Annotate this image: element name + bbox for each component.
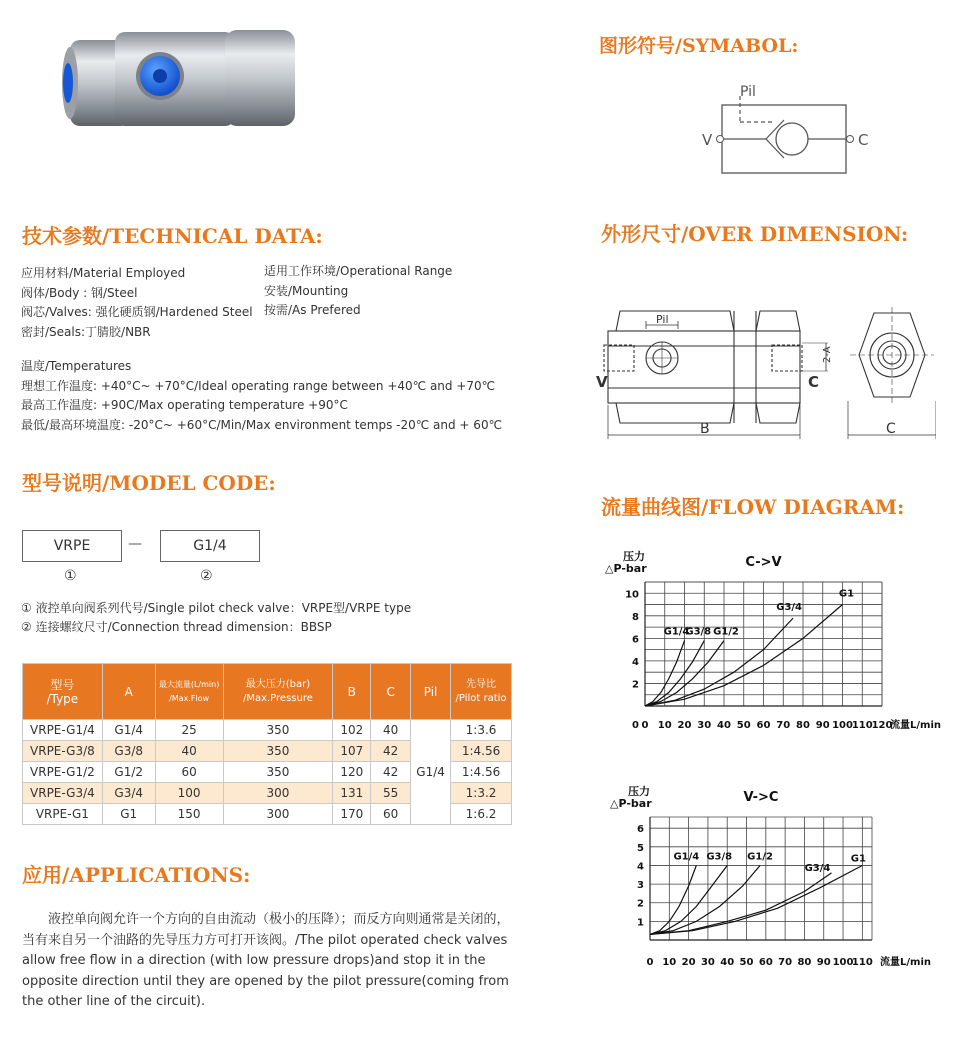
model-code-box-2: G1/4 — [160, 530, 260, 562]
series-label: G1 — [850, 853, 866, 865]
technical-left-col — [21, 264, 253, 342]
chart-title: C->V — [745, 555, 782, 570]
y-tick-label: 0 — [632, 720, 639, 731]
x-tick-label: 100 — [832, 957, 854, 968]
series-line-G3-8 — [645, 641, 704, 706]
model-num-2: ② — [200, 568, 213, 584]
x-tick-label: 100 — [832, 720, 853, 731]
symbol-v-label: V — [702, 131, 713, 149]
x-tick-label: 60 — [756, 720, 771, 731]
y-axis-label: △P-bar — [605, 562, 647, 575]
y-axis-label-cn: 压力 — [623, 550, 645, 563]
y-axis-label: △P-bar — [610, 797, 652, 810]
x-tick-label: 20 — [677, 720, 692, 731]
x-tick-label: 50 — [736, 720, 751, 731]
x-axis-label: 流量L/min — [880, 957, 931, 968]
x-tick-label: 70 — [776, 720, 791, 731]
tech-line: 适用工作环境/Operational Range — [264, 264, 453, 278]
pil-cell: G1/4 — [411, 720, 451, 825]
x-axis-label: 流量L/min — [890, 720, 941, 731]
th-b: B — [333, 664, 371, 720]
temp-line: 最高工作温度: +90C/Max operating temperature +90°C — [21, 398, 348, 412]
series-label: G1/4 — [673, 851, 700, 863]
table-row: VRPE-G3/4 G3/4 100 300 131 55 1:3.2 — [23, 783, 512, 804]
y-tick-label: 4 — [637, 861, 644, 873]
dimension-drawing — [596, 305, 936, 440]
product-photo — [60, 20, 320, 140]
x-tick-label: 10 — [662, 957, 677, 968]
th-pil: Pil — [411, 664, 451, 720]
tech-line: 密封/Seals:丁腈胶/NBR — [21, 324, 151, 339]
table-row: VRPE-G1/4 G1/4 25 350 102 40 G1/4 1:3.6 — [23, 720, 512, 741]
series-label: G1 — [838, 588, 855, 600]
table-row: VRPE-G1/2 G1/2 60 350 120 42 1:4.56 — [23, 762, 512, 783]
flow-heading: 流量曲线图/FLOW DIAGRAM: — [601, 495, 905, 519]
temp-line: 理想工作温度: +40°C~ +70°C/Ideal operating range between +40℃ and +70℃ — [21, 378, 496, 393]
x-tick-label: 0 — [641, 720, 649, 731]
y-tick-label: 2 — [637, 898, 644, 910]
x-tick-label: 90 — [815, 720, 830, 731]
x-tick-label: 80 — [796, 720, 810, 731]
temperature-block — [21, 357, 502, 435]
spec-table — [22, 663, 512, 825]
series-label: G3/4 — [776, 602, 803, 614]
x-tick-label: 40 — [720, 957, 735, 968]
model-code-box-1: VRPE — [22, 530, 122, 562]
series-label: G3/8 — [706, 851, 733, 863]
flow-chart-v-to-c — [598, 780, 943, 975]
th-a: A — [102, 664, 155, 720]
model-num-1: ① — [64, 568, 77, 584]
series-label: G1/4 — [663, 626, 690, 638]
applications-heading: 应用/APPLICATIONS: — [22, 863, 251, 887]
dim-pil-label: Pil — [656, 313, 669, 326]
tech-line: 按需/As Prefered — [264, 303, 361, 317]
x-tick-label: 60 — [758, 957, 773, 968]
dimension-heading: 外形尺寸/OVER DIMENSION: — [601, 222, 909, 246]
dim-c-label: C — [808, 373, 820, 391]
x-tick-label: 120 — [871, 720, 893, 731]
technical-heading: 技术参数/TECHNICAL DATA: — [22, 224, 323, 248]
x-tick-label: 50 — [739, 957, 754, 968]
tech-line: 应用材料/Material Employed — [21, 266, 186, 280]
x-tick-label: 0 — [646, 957, 654, 968]
symbol-pil-label: Pil — [740, 84, 756, 100]
series-label: G3/8 — [685, 626, 712, 638]
temp-line: 最低/最高环境温度: -20°C~ +60°C/Min/Max environment temps -20℃ and + 60℃ — [21, 417, 503, 432]
x-tick-label: 70 — [778, 957, 793, 968]
applications-text: 液控单向阀允许一个方向的自由流动（极小的压降）；而反方向则通常是关闭的，当有来自另一个油路的先导压力方可打开该阀。/The pilot operated check valves allow free flow in a direction (with low pressure drops)and stop it in the opposite direction until they are opened by the pilot pressure(coming from the other line of the circuit). — [22, 912, 510, 1009]
y-tick-label: 6 — [637, 824, 644, 836]
th-c: C — [371, 664, 411, 720]
dim-a-label: 2-A — [822, 346, 833, 363]
series-label: G1/2 — [747, 851, 773, 863]
y-tick-label: 8 — [632, 611, 639, 623]
model-heading: 型号说明/MODEL CODE: — [22, 471, 276, 495]
th-flow: 最大流量(L/min) /Max.Flow — [155, 664, 223, 720]
tech-line: 安装/Mounting — [264, 283, 349, 298]
model-note-2: ② 连接螺纹尺寸/Connection thread dimension：BBSP — [21, 620, 332, 634]
y-tick-label: 6 — [632, 634, 639, 646]
temp-line: 温度/Temperatures — [21, 359, 132, 373]
technical-right-col — [264, 262, 452, 321]
x-tick-label: 80 — [797, 957, 812, 968]
th-ratio: 先导比 /Pilot ratio — [451, 664, 512, 720]
y-tick-label: 1 — [637, 917, 644, 929]
series-label: G3/4 — [804, 862, 831, 874]
tech-line: 阀芯/Valves: 强化硬质钢/Hardened Steel — [21, 305, 253, 319]
x-tick-label: 110 — [851, 957, 873, 968]
symbol-heading: 图形符号/SYMABOL: — [599, 35, 799, 57]
series-label: G1/2 — [713, 626, 739, 638]
tech-line: 阀体/Body : 钢/Steel — [21, 285, 138, 300]
y-tick-label: 10 — [625, 589, 639, 601]
dim-v-label: V — [596, 373, 608, 391]
chart-title: V->C — [743, 790, 779, 805]
x-tick-label: 90 — [816, 957, 831, 968]
y-tick-label: 4 — [632, 656, 639, 668]
y-axis-label-cn: 压力 — [628, 785, 650, 798]
th-pressure: 最大压力(bar) /Max.Pressure — [223, 664, 333, 720]
x-tick-label: 10 — [657, 720, 672, 731]
x-tick-label: 40 — [717, 720, 731, 731]
x-tick-label: 30 — [697, 720, 712, 731]
x-tick-label: 110 — [851, 720, 873, 731]
symbol-c-label: C — [858, 131, 869, 149]
dim-c2-label: C — [886, 421, 896, 437]
table-row: VRPE-G1 G1 150 300 170 60 1:6.2 — [23, 804, 512, 825]
model-note-1: ① 液控单向阀系列代号/Single pilot check valve：VRPE型/VRPE type — [21, 601, 412, 615]
hydraulic-symbol — [700, 78, 880, 178]
model-code-dash: — — [128, 536, 142, 552]
dim-b-label: B — [700, 421, 710, 437]
th-type: 型号 /Type — [23, 664, 103, 720]
table-row: VRPE-G3/8 G3/8 40 350 107 42 1:4.56 — [23, 741, 512, 762]
x-tick-label: 30 — [700, 957, 715, 968]
x-tick-label: 20 — [681, 957, 696, 968]
y-tick-label: 5 — [637, 842, 644, 854]
flow-chart-c-to-v — [598, 545, 943, 740]
y-tick-label: 3 — [637, 880, 644, 892]
y-tick-label: 2 — [632, 679, 639, 691]
